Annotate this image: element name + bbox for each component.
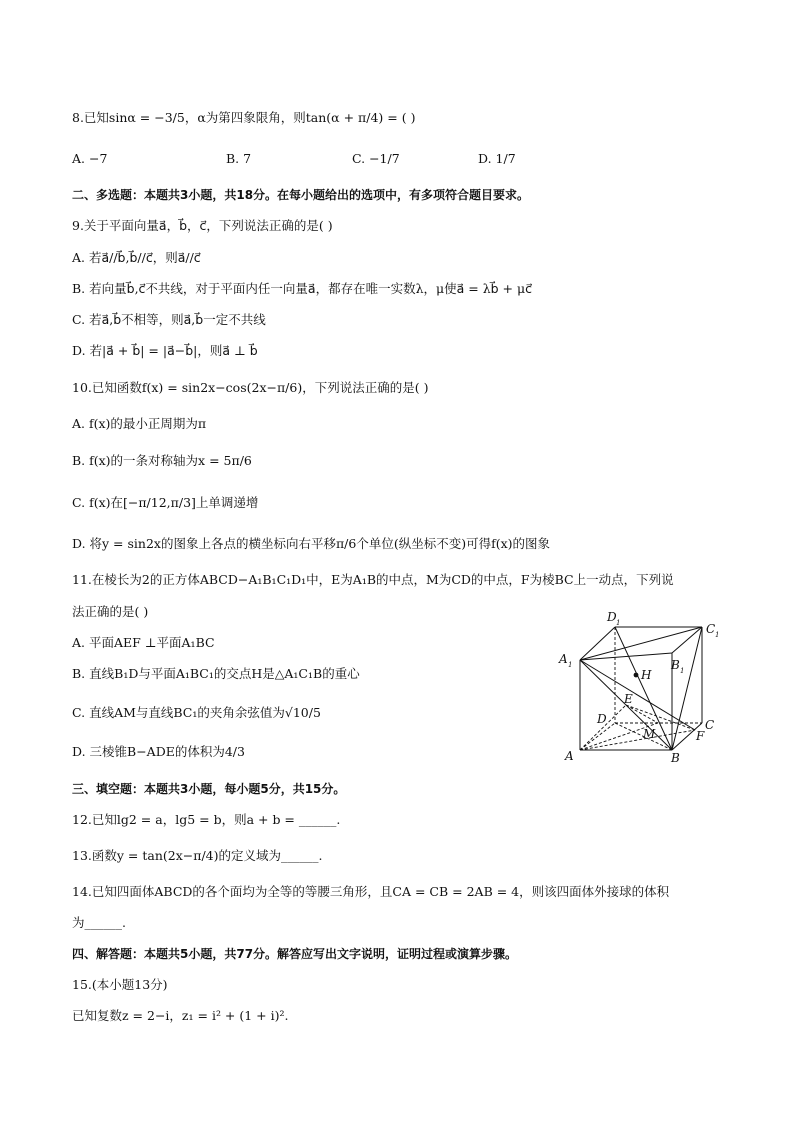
q10-option-b: B. f(x)的一条对称轴为x = 5π/6 bbox=[72, 453, 252, 468]
label-b1-sub: 1 bbox=[680, 667, 685, 675]
q11-stem-line2: 法正确的是( ) bbox=[72, 604, 149, 619]
section-multiple-choice-heading: 二、多选题：本题共3小题，共18分。在每小题给出的选项中，有多项符合题目要求。 bbox=[72, 188, 530, 202]
label-d1: D bbox=[607, 610, 617, 624]
label-b: B bbox=[671, 751, 680, 765]
label-a1-sub: 1 bbox=[568, 661, 573, 669]
label-f: F bbox=[696, 729, 705, 743]
q9-option-d: D. 若|a⃗ + b⃗| = |a⃗−b⃗|，则a⃗ ⊥ b⃗ bbox=[72, 343, 258, 358]
label-a: A bbox=[565, 749, 574, 763]
point-h-marker bbox=[634, 673, 639, 678]
q8-option-b: B. 7 bbox=[226, 151, 252, 166]
q11-option-c: C. 直线AM与直线BC₁的夹角余弦值为√10/5 bbox=[72, 705, 321, 720]
label-d1-sub: 1 bbox=[616, 619, 621, 627]
q10-option-d: D. 将y = sin2x的图象上各点的横坐标向右平移π/6个单位(纵坐标不变)可得f(x)的图象 bbox=[72, 536, 551, 551]
label-c1: C bbox=[706, 622, 716, 636]
q11-option-b: B. 直线B₁D与平面A₁BC₁的交点H是△A₁C₁B的重心 bbox=[72, 666, 360, 681]
q13-text: 13.函数y = tan(2x−π/4)的定义域为______. bbox=[72, 848, 323, 863]
q10-option-c: C. f(x)在[−π/12,π/3]上单调递增 bbox=[72, 495, 259, 510]
q11-option-a: A. 平面AEF ⊥平面A₁BC bbox=[72, 635, 215, 650]
label-h: H bbox=[641, 668, 652, 682]
q9-stem: 9.关于平面向量a⃗，b⃗，c⃗，下列说法正确的是( ) bbox=[72, 218, 333, 233]
q8-option-a: A. −7 bbox=[72, 151, 108, 166]
label-c: C bbox=[705, 718, 715, 732]
q9-option-a: A. 若a⃗//b⃗,b⃗//c⃗，则a⃗//c⃗ bbox=[72, 250, 201, 265]
q9-option-b: B. 若向量b⃗,c⃗不共线，对于平面内任一向量a⃗，都存在唯一实数λ，μ使a⃗ = λb⃗ + μc⃗ bbox=[72, 281, 532, 296]
q15-text: 已知复数z = 2−i，z₁ = i² + (1 + i)². bbox=[72, 1008, 289, 1023]
q15-header: 15.(本小题13分) bbox=[72, 977, 168, 992]
q8-option-d: D. 1/7 bbox=[478, 151, 516, 166]
label-e: E bbox=[624, 692, 633, 706]
label-a1: A bbox=[559, 652, 568, 666]
section-solution-heading: 四、解答题：本题共5小题，共77分。解答应写出文字说明，证明过程或演算步骤。 bbox=[72, 947, 518, 961]
q10-stem: 10.已知函数f(x) = sin2x−cos(2x−π/6)，下列说法正确的是( ) bbox=[72, 380, 429, 395]
q11-stem-line1: 11.在棱长为2的正方体ABCD−A₁B₁C₁D₁中，E为A₁B的中点，M为CD的中点，F为棱BC上一动点，下列说 bbox=[72, 572, 674, 587]
q8-option-c: C. −1/7 bbox=[352, 151, 400, 166]
q9-option-c: C. 若a⃗,b⃗不相等，则a⃗,b⃗一定不共线 bbox=[72, 312, 266, 327]
label-m: M bbox=[643, 727, 656, 741]
q11-option-d: D. 三棱锥B−ADE的体积为4/3 bbox=[72, 744, 245, 759]
q14-line1: 14.已知四面体ABCD的各个面均为全等的等腰三角形，且CA = CB = 2AB = 4，则该四面体外接球的体积 bbox=[72, 884, 670, 899]
label-d: D bbox=[597, 712, 607, 726]
q14-line2: 为______. bbox=[72, 915, 126, 930]
label-c1-sub: 1 bbox=[715, 631, 720, 639]
q12-text: 12.已知lg2 = a，lg5 = b，则a + b = ______. bbox=[72, 812, 341, 827]
q10-option-a: A. f(x)的最小正周期为π bbox=[72, 416, 207, 431]
cube-figure bbox=[555, 605, 730, 765]
label-b1: B bbox=[671, 658, 680, 672]
q8-stem: 8.已知sinα = −3/5，α为第四象限角，则tan(α + π/4) = ( ) bbox=[72, 110, 416, 125]
section-fill-blank-heading: 三、填空题：本题共3小题，每小题5分，共15分。 bbox=[72, 782, 346, 796]
